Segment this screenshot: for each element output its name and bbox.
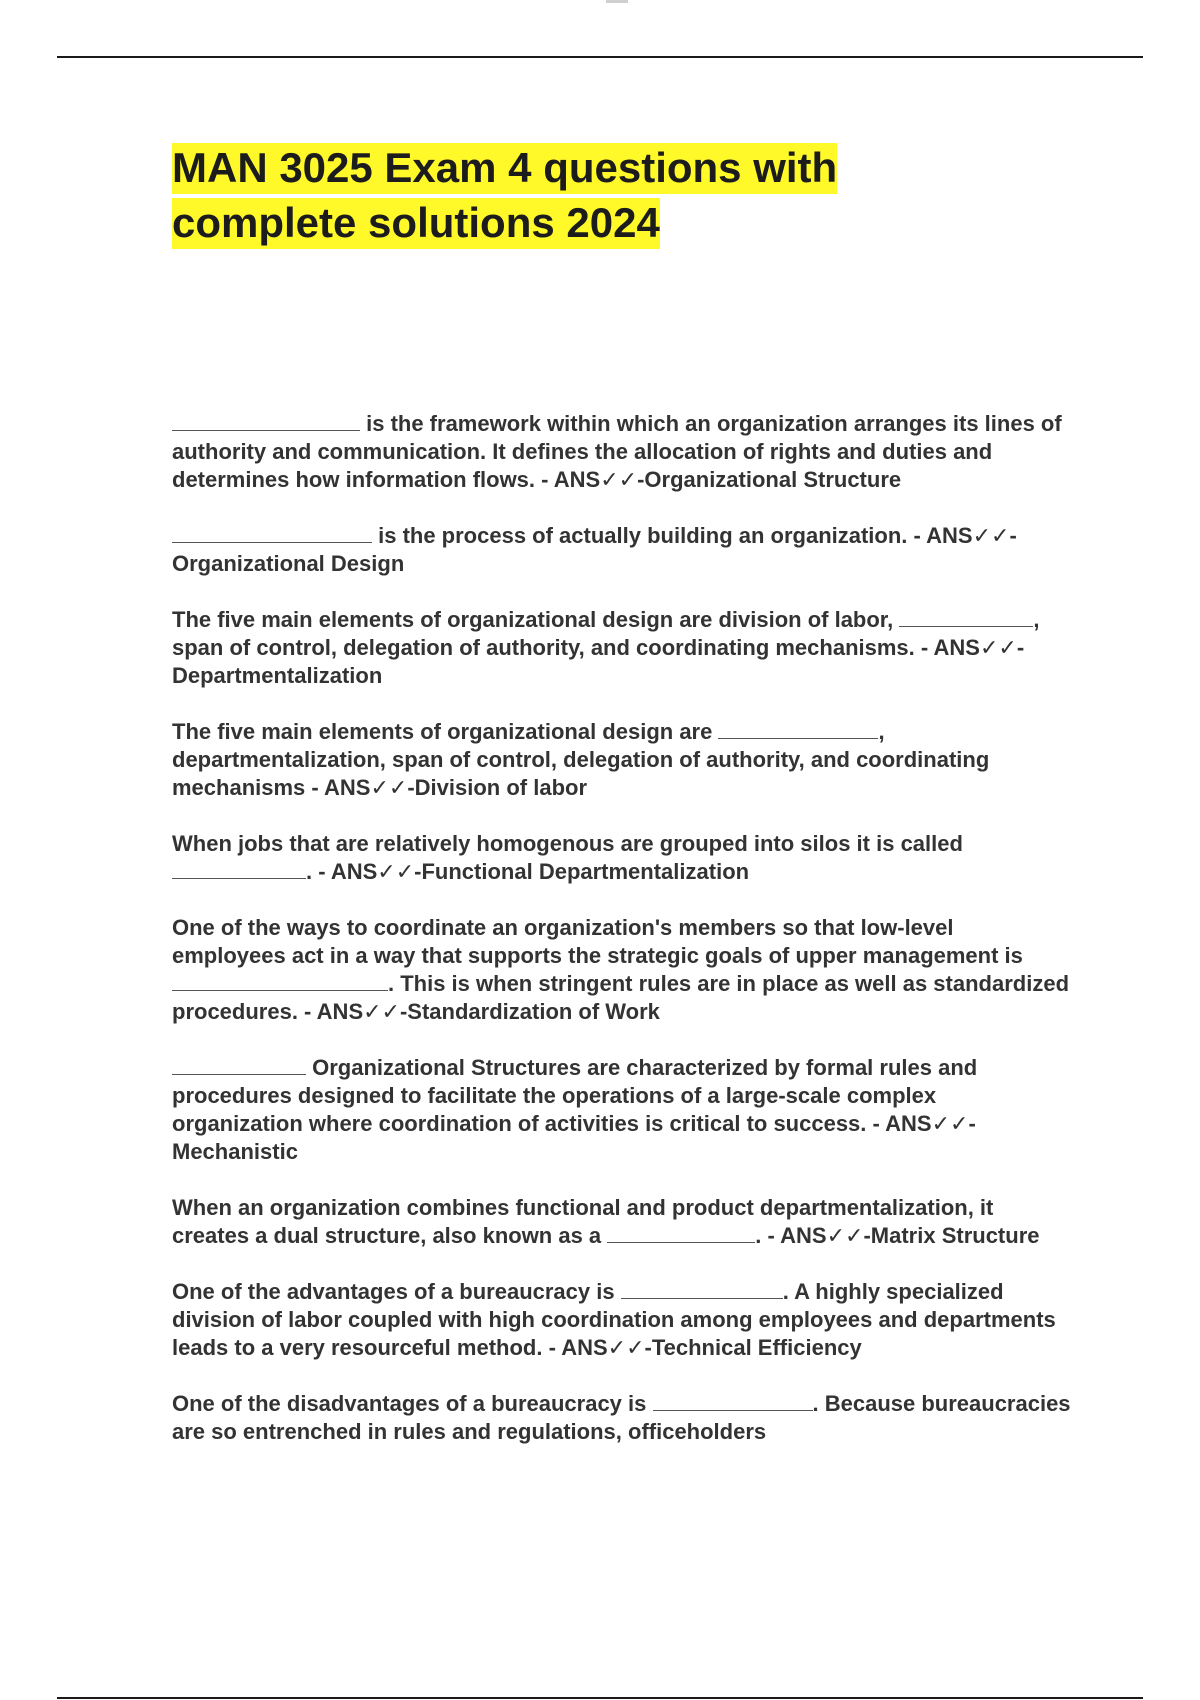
question-item xyxy=(172,522,1072,578)
question-text: Organizational Structures are characterized by formal rules and procedures designed to facilitate the operations of a large-scale complex organization where coordination of activities is critical to success. - ANS✓✓-Mechanistic xyxy=(172,1055,978,1164)
question-text: . A highly specialized division of labor coupled with high coordination among employees and departments leads to a very resourceful method. - ANS✓✓-Technical Efficiency xyxy=(172,1279,1056,1360)
question-text: One of the ways to coordinate an organization's members so that low-level employees act in a way that supports the strategic goals of upper management is xyxy=(172,915,1023,968)
question-text: is the framework within which an organization arranges its lines of authority and communication. It defines the allocation of rights and duties and determines how information flows. - ANS✓✓-Organizational Structure xyxy=(172,411,1062,492)
question-list xyxy=(172,410,1072,1474)
question-text: One of the disadvantages of a bureaucracy is xyxy=(172,1391,653,1416)
question-text: is the process of actually building an organization. - ANS✓✓-Organizational Design xyxy=(172,523,1017,576)
title-line-1: MAN 3025 Exam 4 questions with xyxy=(172,143,837,194)
question-text: . - ANS✓✓-Matrix Structure xyxy=(755,1223,1040,1248)
answer-blank xyxy=(172,412,360,431)
question-text: When jobs that are relatively homogenous are grouped into silos it is called xyxy=(172,831,963,856)
answer-blank xyxy=(899,608,1033,627)
question-item xyxy=(172,1194,1072,1250)
question-item xyxy=(172,830,1072,886)
question-item xyxy=(172,410,1072,494)
answer-blank xyxy=(718,720,878,739)
question-text: . Because bureaucracies are so entrenched in rules and regulations, officeholders xyxy=(172,1391,1071,1444)
answer-blank xyxy=(607,1224,755,1243)
title-line-2: complete solutions 2024 xyxy=(172,198,660,249)
question-text: When an organization combines functional and product departmentalization, it creates a dual structure, also known as a xyxy=(172,1195,994,1248)
answer-blank xyxy=(621,1280,783,1299)
question-item xyxy=(172,606,1072,690)
answer-blank xyxy=(172,860,306,879)
question-item xyxy=(172,1390,1072,1446)
question-item xyxy=(172,1278,1072,1362)
answer-blank xyxy=(172,524,372,543)
page-top-marker xyxy=(606,0,628,3)
question-item xyxy=(172,914,1072,1026)
question-text: The five main elements of organizational design are xyxy=(172,719,719,744)
question-item xyxy=(172,718,1072,802)
question-text: . - ANS✓✓-Functional Departmentalization xyxy=(306,859,750,884)
question-text: The five main elements of organizational design are division of labor, xyxy=(172,607,900,632)
document-title xyxy=(172,140,992,250)
answer-blank xyxy=(172,1056,306,1075)
answer-blank xyxy=(172,972,388,991)
answer-blank xyxy=(653,1392,813,1411)
question-text: , departmentalization, span of control, delegation of authority, and coordinating mechanisms - ANS✓✓-Division of labor xyxy=(172,719,990,800)
footer-rule xyxy=(57,1697,1143,1699)
question-item xyxy=(172,1054,1072,1166)
header-rule xyxy=(57,56,1143,58)
question-text: . This is when stringent rules are in place as well as standardized procedures. - ANS✓✓-Standardization of Work xyxy=(172,971,1070,1024)
question-text: One of the advantages of a bureaucracy is xyxy=(172,1279,621,1304)
question-text: , span of control, delegation of authority, and coordinating mechanisms. - ANS✓✓-Departmentalization xyxy=(172,607,1040,688)
